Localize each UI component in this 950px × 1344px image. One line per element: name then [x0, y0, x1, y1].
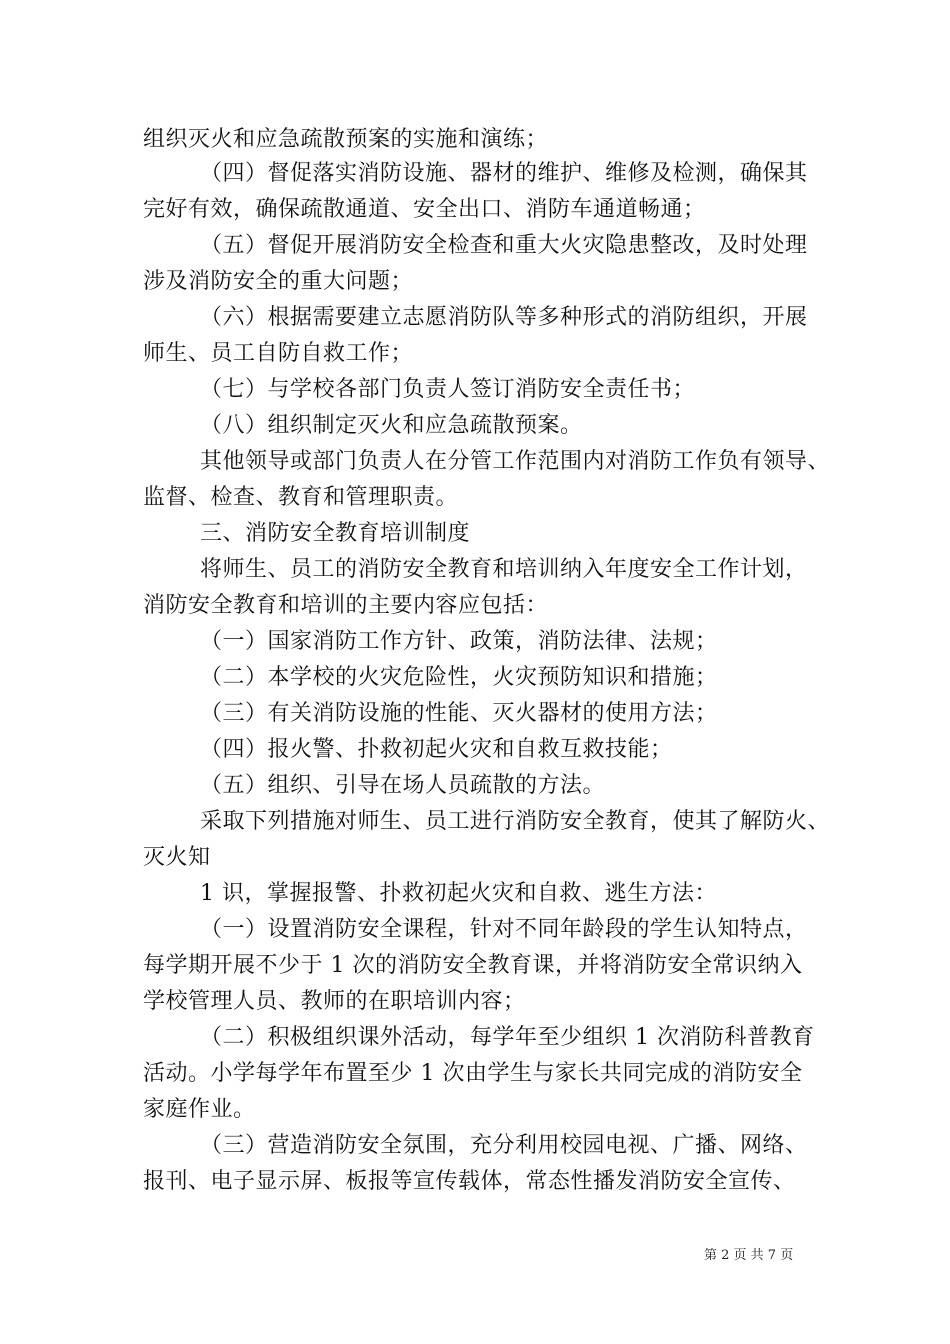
- text-line: （六）根据需要建立志愿消防队等多种形式的消防组织，开展: [200, 305, 808, 330]
- text-line: 1 识，掌握报警、扑救初起火灾和自救、逃生方法：: [200, 881, 717, 906]
- text-line: 采取下列措施对师生、员工进行消防安全教育，使其了解防火、: [200, 809, 831, 834]
- text-line: 灭火知: [143, 845, 211, 870]
- text-line: 组织灭火和应急疏散预案的实施和演练；: [143, 127, 549, 152]
- text-line: 活动。小学每学年布置至少 1 次由学生与家长共同完成的消防安全: [143, 1061, 803, 1086]
- text-line: 其他领导或部门负责人在分管工作范围内对消防工作负有领导、: [200, 449, 831, 474]
- text-line: （五）督促开展消防安全检查和重大火灾隐患整改，及时处理: [200, 233, 808, 258]
- text-line: 完好有效，确保疏散通道、安全出口、消防车通道畅通；: [143, 197, 706, 222]
- text-line: 报刊、电子显示屏、板报等宣传载体，常态性播发消防安全宣传、: [143, 1169, 796, 1194]
- text-line: 监督、检查、教育和管理职责。: [143, 485, 459, 510]
- text-line: 涉及消防安全的重大问题；: [143, 269, 414, 294]
- text-line: （三）有关消防设施的性能、灭火器材的使用方法；: [200, 701, 718, 726]
- page-number-footer: 第 2 页 共 7 页: [704, 1248, 794, 1263]
- text-line: （二）积极组织课外活动，每学年至少组织 1 次消防科普教育: [200, 1025, 815, 1050]
- text-line: （八）组织制定灭火和应急疏散预案。: [200, 413, 583, 438]
- text-line: 每学期开展不少于 1 次的消防安全教育课，并将消防安全常识纳入: [143, 953, 803, 978]
- text-line: （一）设置消防安全课程，针对不同年龄段的学生认知特点，: [200, 917, 808, 942]
- text-line: （三）营造消防安全氛围，充分利用校园电视、广播、网络、: [200, 1133, 808, 1158]
- text-line: （五）组织、引导在场人员疏散的方法。: [200, 773, 606, 798]
- text-line: （七）与学校各部门负责人签订消防安全责任书；: [200, 377, 696, 402]
- section-heading: 三、消防安全教育培训制度: [200, 521, 471, 546]
- text-line: （四）报火警、扑救初起火灾和自救互救技能；: [200, 737, 673, 762]
- text-line: 消防安全教育和培训的主要内容应包括：: [143, 593, 549, 618]
- text-line: 将师生、员工的消防安全教育和培训纳入年度安全工作计划，: [200, 557, 808, 582]
- text-line: 学校管理人员、教师的在职培训内容；: [143, 989, 526, 1014]
- text-line: （二）本学校的火灾危险性，火灾预防知识和措施；: [200, 665, 718, 690]
- text-line: （四）督促落实消防设施、器材的维护、维修及检测，确保其: [200, 161, 808, 186]
- text-line: 家庭作业。: [143, 1097, 256, 1122]
- text-line: （一）国家消防工作方针、政策，消防法律、法规；: [200, 629, 718, 654]
- text-line: 师生、员工自防自救工作；: [143, 341, 414, 366]
